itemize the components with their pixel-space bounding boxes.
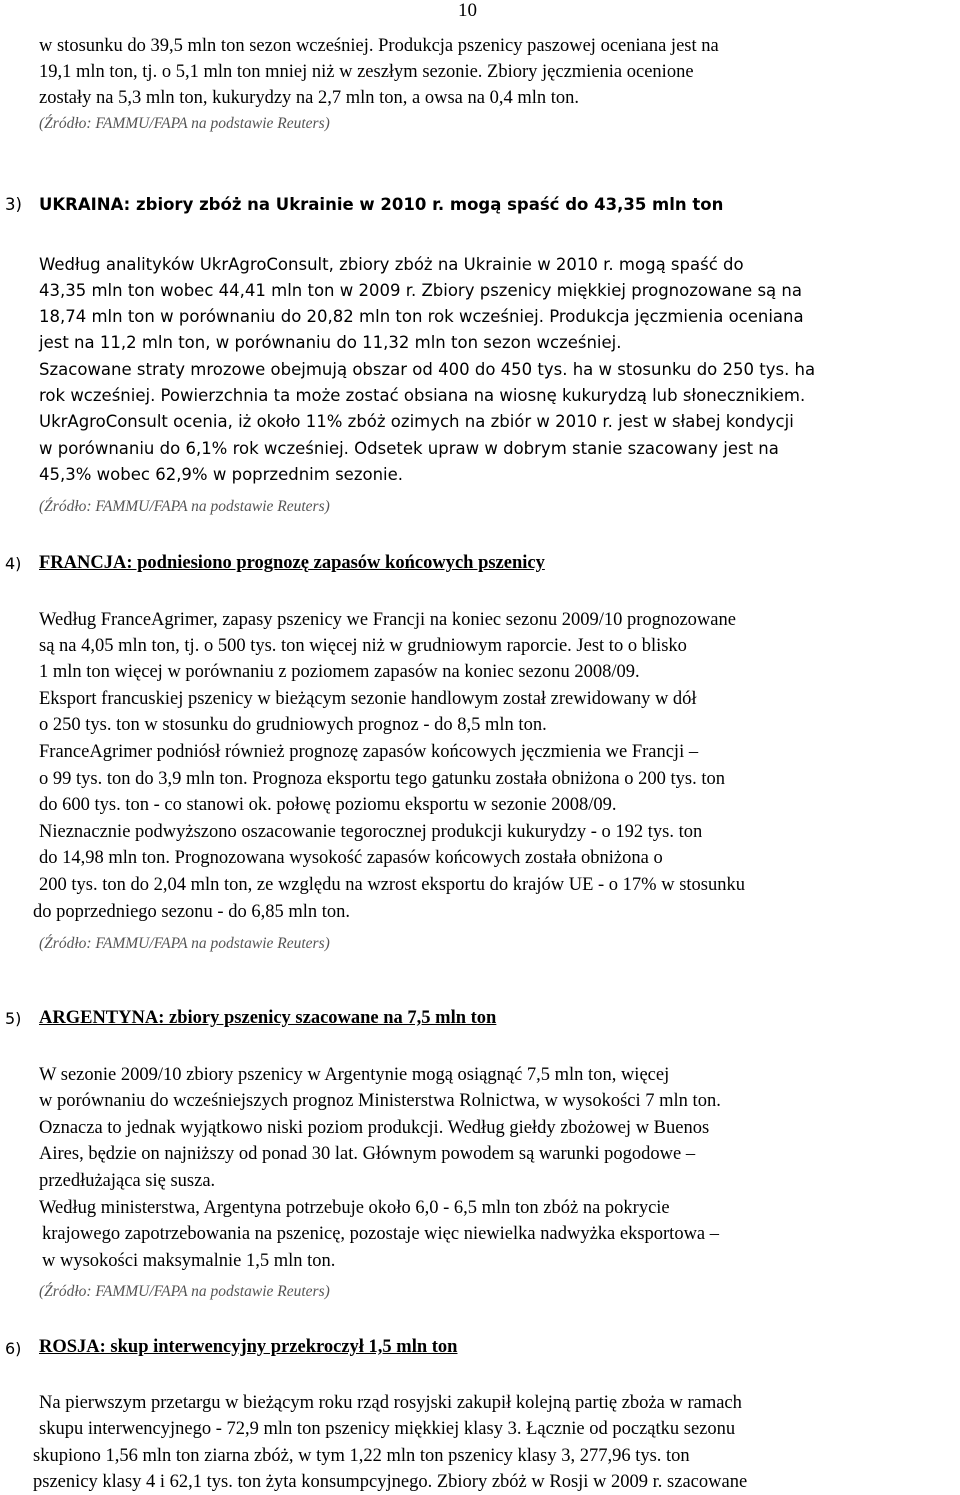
text-line: do 600 tys. ton - co stanowi ok. połowę poziomu eksportu w sezonie 2008/09. (39, 795, 617, 815)
text-line: Według ministerstwa, Argentyna potrzebuje około 6,0 - 6,5 mln ton zbóż na pokrycie (39, 1198, 670, 1218)
text-line: jest na 11,2 mln ton, w porównaniu do 11,32 mln ton sezon wcześniej. (39, 333, 622, 352)
text-line: w wysokości maksymalnie 1,5 mln ton. (42, 1251, 336, 1271)
section-number: 4) (5, 554, 22, 573)
text-line: o 250 tys. ton w stosunku do grudniowych prognoz - do 8,5 mln ton. (39, 715, 547, 735)
text-line: Według FranceAgrimer, zapasy pszenicy we Francji na koniec sezonu 2009/10 prognozowane (39, 610, 736, 630)
section-heading: FRANCJA: podniesiono prognozę zapasów końcowych pszenicy (39, 553, 545, 573)
page-number: 10 (458, 0, 477, 21)
text-line: 19,1 mln ton, tj. o 5,1 mln ton mniej niż w zeszłym sezonie. Zbiory jęczmienia ocenione (39, 62, 694, 82)
text-line: do 14,98 mln ton. Prognozowana wysokość zapasów końcowych została obniżona o (39, 848, 663, 868)
text-line: Według analityków UkrAgroConsult, zbiory zbóż na Ukrainie w 2010 r. mogą spaść do (39, 255, 744, 274)
text-line: 18,74 mln ton w porównaniu do 20,82 mln ton rok wcześniej. Produkcja jęczmienia oceniana (39, 307, 804, 326)
text-line: 1 mln ton więcej w porównaniu z poziomem zapasów na koniec sezonu 2008/09. (39, 662, 640, 682)
text-line: Nieznacznie podwyższono oszacowanie tegorocznej produkcji kukurydzy - o 192 tys. ton (39, 822, 703, 842)
text-line: w porównaniu do wcześniejszych prognoz Ministerstwa Rolnictwa, w wysokości 7 mln ton. (39, 1091, 721, 1111)
text-line: W sezonie 2009/10 zbiory pszenicy w Argentynie mogą osiągnąć 7,5 mln ton, więcej (39, 1065, 670, 1085)
text-line: 45,3% wobec 62,9% w poprzednim sezonie. (39, 465, 404, 484)
text-line: są na 4,05 mln ton, tj. o 500 tys. ton więcej niż w grudniowym raporcie. Jest to o blisko (39, 636, 687, 656)
section-heading: ROSJA: skup interwencyjny przekroczył 1,5 mln ton (39, 1337, 458, 1357)
text-line: skupu interwencyjnego - 72,9 mln ton pszenicy miękkiej klasy 3. Łącznie od początku sezonu (39, 1419, 736, 1439)
text-line: przedłużająca się susza. (39, 1171, 216, 1191)
text-line: do poprzedniego sezonu - do 6,85 mln ton. (33, 902, 351, 922)
section-heading: ARGENTYNA: zbiory pszenicy szacowane na 7,5 mln ton (39, 1008, 497, 1028)
text-line: pszenicy klasy 4 i 62,1 tys. ton żyta konsumpcyjnego. Zbiory zbóż w Rosji w 2009 r. szacowane (33, 1472, 748, 1492)
text-line: 43,35 mln ton wobec 44,41 mln ton w 2009 r. Zbiory pszenicy miękkiej prognozowane są na (39, 281, 802, 300)
text-line: w stosunku do 39,5 mln ton sezon wcześniej. Produkcja pszenicy paszowej oceniana jest na (39, 36, 719, 56)
text-line: skupiono 1,56 mln ton ziarna zbóż, w tym 1,22 mln ton pszenicy klasy 3, 277,96 tys. ton (33, 1446, 690, 1466)
source-citation: (Źródło: FAMMU/FAPA na podstawie Reuters) (39, 498, 330, 515)
text-line: Szacowane straty mrozowe obejmują obszar od 400 do 450 tys. ha w stosunku do 250 tys. ha (39, 360, 816, 379)
section-number: 6) (5, 1339, 22, 1358)
section-number: 5) (5, 1009, 22, 1028)
source-citation: (Źródło: FAMMU/FAPA na podstawie Reuters) (39, 115, 330, 132)
section-number: 3) (5, 195, 22, 214)
text-line: FranceAgrimer podniósł również prognozę zapasów końcowych jęczmienia we Francji – (39, 742, 699, 762)
text-line: Aires, będzie on najniższy od ponad 30 lat. Głównym powodem są warunki pogodowe – (39, 1144, 696, 1164)
text-line: o 99 tys. ton do 3,9 mln ton. Prognoza eksportu tego gatunku została obniżona o 200 tys. ton (39, 769, 725, 789)
text-line: w porównaniu do 6,1% rok wcześniej. Odsetek upraw w dobrym stanie szacowany jest na (39, 439, 779, 458)
text-line: krajowego zapotrzebowania na pszenicę, pozostaje więc niewielka nadwyżka eksportowa – (42, 1224, 720, 1244)
text-line: UkrAgroConsult ocenia, iż około 11% zbóż ozimych na zbiór w 2010 r. jest w słabej kondycji (39, 412, 794, 431)
text-line: rok wcześniej. Powierzchnia ta może zostać obsiana na wiosnę kukurydzą lub słonecznikiem. (39, 386, 806, 405)
text-line: zostały na 5,3 mln ton, kukurydzy na 2,7 mln ton, a owsa na 0,4 mln ton. (39, 88, 580, 108)
section-heading: UKRAINA: zbiory zbóż na Ukrainie w 2010 r. mogą spaść do 43,35 mln ton (39, 195, 724, 214)
text-line: Eksport francuskiej pszenicy w bieżącym sezonie handlowym został zrewidowany w dół (39, 689, 697, 709)
source-citation: (Źródło: FAMMU/FAPA na podstawie Reuters) (39, 1283, 330, 1300)
source-citation: (Źródło: FAMMU/FAPA na podstawie Reuters) (39, 935, 330, 952)
text-line: Na pierwszym przetargu w bieżącym roku rząd rosyjski zakupił kolejną partię zboża w ramach (39, 1393, 742, 1413)
text-line: 200 tys. ton do 2,04 mln ton, ze względu na wzrost eksportu do krajów UE - o 17% w stosunku (39, 875, 745, 895)
text-line: Oznacza to jednak wyjątkowo niski poziom produkcji. Według giełdy zbożowej w Buenos (39, 1118, 710, 1138)
